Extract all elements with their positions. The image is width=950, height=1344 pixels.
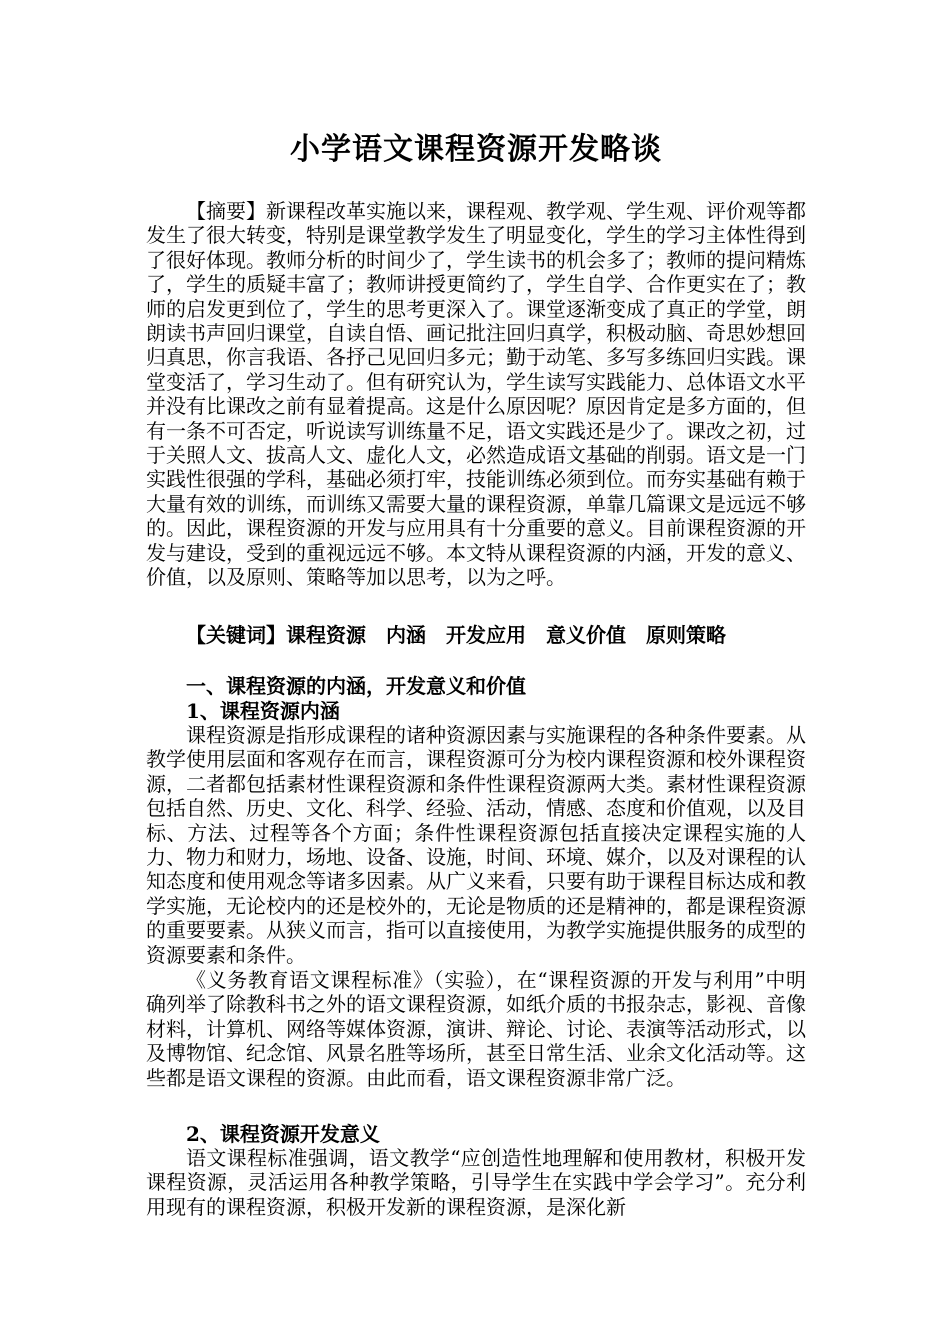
paragraph-1-1-a: 课程资源是指形成课程的诸种资源因素与实施课程的各种条件要素。从教学使用层面和客观存在而言，课程资源可分为校内课程资源和校外课程资源，二者都包括素材性课程资源和条件性课程资源两大类。素材性课程资源包括自然、历史、文化、科学、经验、活动，情感、态度和价值观，以及目标、方法、过程等各个方面；条件性课程资源包括直接决定课程实施的人力、物力和财力，场地、设备、设施，时间、环境、媒介，以及对课程的认知态度和使用观念等诸多因素。从广义来看，只要有助于课程目标达成和教学实施，无论校内的还是校外的，无论是物质的还是精神的，都是课程资源的重要要素。从狭义而言，指可以直接使用，为教学实施提供服务的成型的资源要素和条件。 [146,723,806,967]
subsection-heading-1-1: 1、课程资源内涵 [186,699,340,723]
keywords-line: 【关键词】课程资源 内涵 开发应用 意义价值 原则策略 [186,623,726,647]
paragraph-1-1-b: 《义务教育语文课程标准》（实验），在“课程资源的开发与利用”中明确列举了除教科书之外的语文课程资源，如纸介质的书报杂志，影视、音像材料，计算机、网络等媒体资源，演讲、辩论、讨论、表演等活动形式，以及博物馆、纪念馆、风景名胜等场所，甚至日常生活、业余文化活动等。这些都是语文课程的资源。由此而看，语文课程资源非常广泛。 [146,968,806,1090]
abstract-text: 新课程改革实施以来，课程观、教学观、学生观、评价观等都发生了很大转变，特别是课堂教学发生了明显变化，学生的学习主体性得到了很好体现。教师分析的时间少了，学生读书的机会多了；教师的提问精炼了，学生的质疑丰富了；教师讲授更简约了，学生自学、合作更实在了；教师的启发更到位了，学生的思考更深入了。课堂逐渐变成了真正的学堂，朗朗读书声回归课堂，自读自悟、画记批注回归真学，积极动脑、奇思妙想回归真思，你言我语、各抒己见回归多元；勤于动笔、多写多练回归实践。课堂变活了，学习生动了。但有研究认为，学生读写实践能力、总体语文水平并没有比课改之前有显着提高。这是什么原因呢？原因肯定是多方面的，但有一条不可否定，听说读写训练量不足，语文实践还是少了。课改之初，过于关照人文、拔高人文、虚化人文，必然造成语文基础的削弱。语文是一门实践性很强的学科，基础必须打牢，技能训练必须到位。而夯实基础有赖于大量有效的训练，而训练又需要大量的课程资源，单靠几篇课文是远远不够的。因此，课程资源的开发与应用具有十分重要的意义。目前课程资源的开发与建设，受到的重视远远不够。本文特从课程资源的内涵，开发的意义、价值，以及原则、策略等加以思考，以为之呼。 [146,199,806,590]
abstract-section [146,199,806,590]
abstract-paragraph [146,199,806,590]
document-title: 小学语文课程资源开发略谈 [290,132,662,167]
subsection-1-1-body [146,723,806,967]
section-heading-1: 一、课程资源的内涵，开发意义和价值 [186,674,526,698]
subsection-heading-1-2: 2、课程资源开发意义 [186,1122,380,1146]
abstract-tag: 【摘要】 [186,199,266,223]
subsection-1-2-body [146,1146,806,1219]
paragraph-1-2-a: 语文课程标准强调，语文教学“应创造性地理解和使用教材，积极开发课程资源，灵活运用各种教学策略，引导学生在实践中学会学习”。充分利用现有的课程资源，积极开发新的课程资源，是深化新 [146,1146,806,1219]
subsection-1-1-body-b [146,968,806,1090]
